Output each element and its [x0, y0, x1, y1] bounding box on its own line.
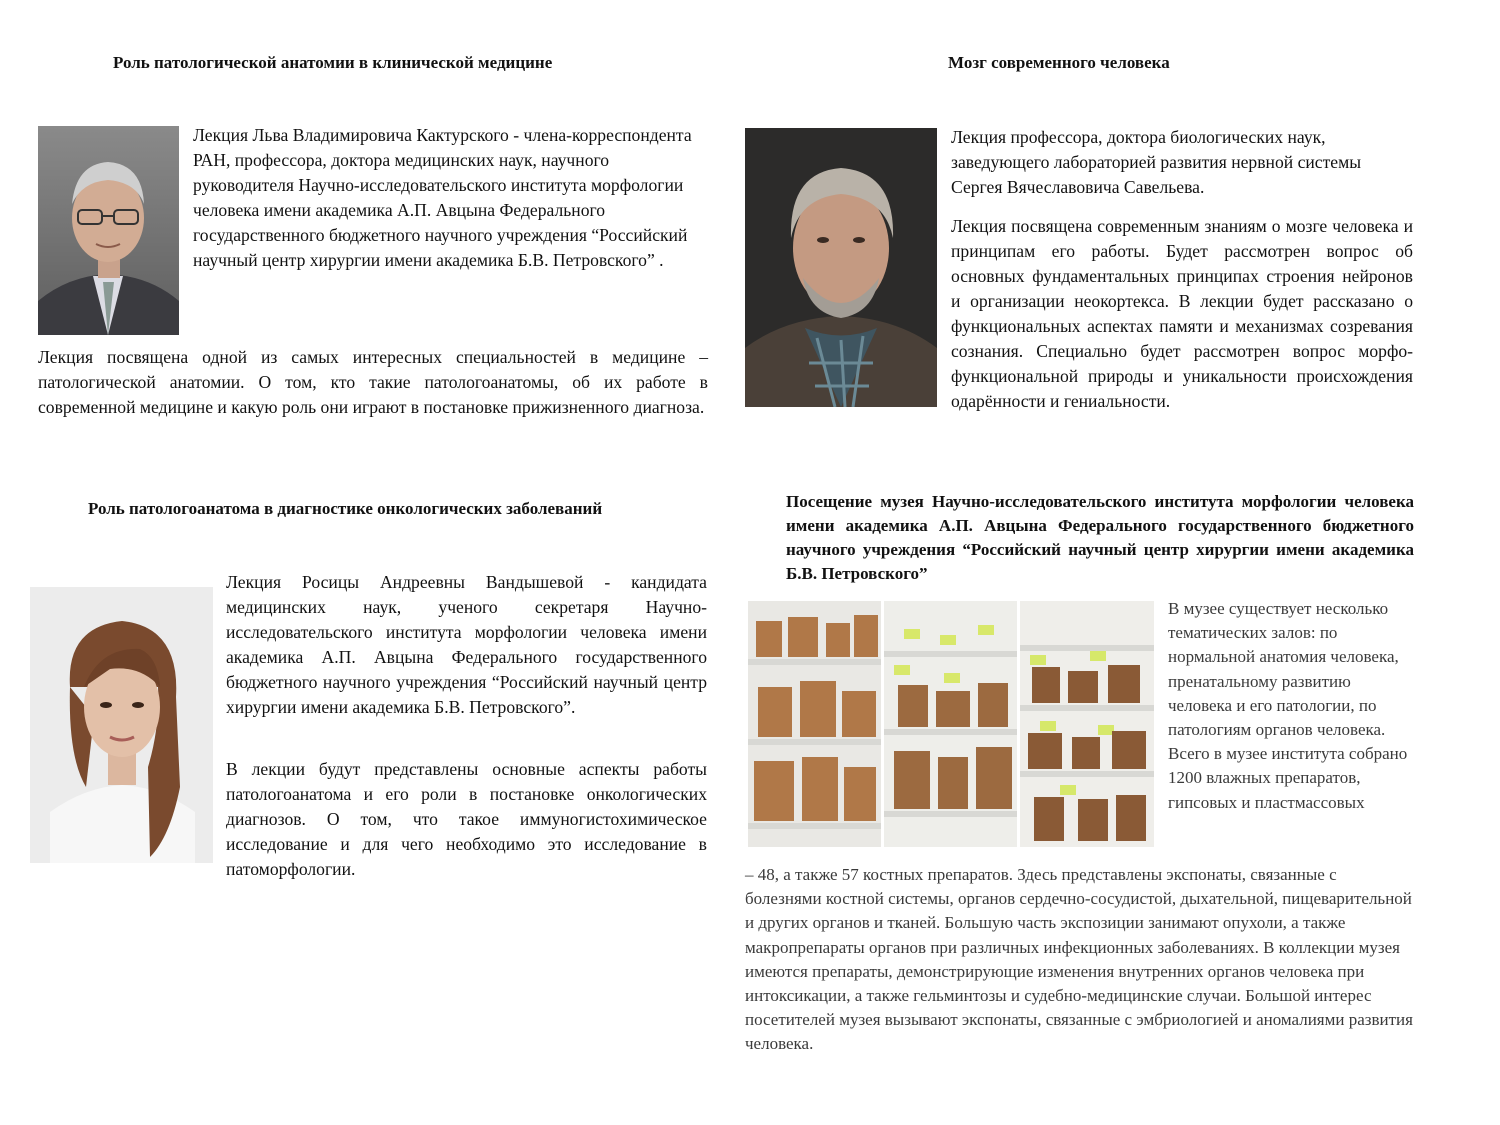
museum-text-side: В музее существует несколько тематических залов: по нормальной анатомия человека, пренатальному развитию человека и его патологии, по патологиям органов человека. Всего в музее института собрано 1200 влажных препаратов, гипсовых и пластмассовых [1168, 599, 1408, 812]
section-title-oncology: Роль патологоанатома в диагностике онкологических заболеваний [88, 499, 603, 518]
section-title-museum: Посещение музея Научно-исследовательского института морфологии человека имени академика А.П. Авцына Федерального государственного бюджетного научного учреждения “Российский научный центр хирургии имени академика Б.В. Петровского” [786, 492, 1414, 583]
section-title-modern-brain: Мозг современного человека [948, 53, 1170, 72]
section-title-pathology-clinical: Роль патологической анатомии в клинической медицине [113, 53, 553, 72]
portrait-vandysheva [30, 587, 213, 863]
museum-photo-collage [748, 601, 1154, 847]
description-modern-brain: Лекция посвящена современным знаниям о мозге человека и принципам его работы. Будет рассмотрен вопрос об основных фундаментальных принципах строения нейронов и организации неокортекса. В лекции будет рассказано о функциональных аспектах памяти и механизмах созревания сознания. Специально будет рассмотрен вопрос морфо-функциональной природы и уникальности происхождения одарённости и гениальности. [951, 216, 1413, 411]
bio-vandysheva: Лекция Росицы Андреевны Вандышевой - кандидата медицинских наук, ученого секретаря Научно-исследовательского института морфологии человека имени академика А.П. Авцына Федерального государственного бюджетного научного учреждения “Российский научный центр хирургии имени академика Б.В. Петровского”. [226, 572, 707, 717]
bio-savelyev: Лекция профессора, доктора биологических наук, заведующего лабораторией развития нервной системы Сергея Вячеславовича Савельева. [951, 127, 1362, 197]
description-oncology: В лекции будут представлены основные аспекты работы патологоанатома и его роли в постановке онкологических диагнозов. О том, что такое иммуногистохимическое исследование и для чего необходимо это исследование в патоморфологии. [226, 759, 707, 879]
portrait-kakturskiy [38, 126, 179, 335]
portrait-savelyev [745, 128, 937, 407]
museum-text-below: – 48, а также 57 костных препаратов. Здесь представлены экспонаты, связанные с болезнями костной системы, органов сердечно-сосудистой, дыхательной, пищеварительной и других органов и тканей. Большую часть экспозиции занимают опухоли, а также макропрепараты органов при различных инфекционных заболеваниях. В коллекции музея имеются препараты, демонстрирующие изменения внутренних органов человека при интоксикации, а также гельминтозы и судебно-медицинские случаи. Большой интерес посетителей музея вызывают экспонаты, связанные с эмбриологией и аномалиями развития человека. [745, 865, 1413, 1054]
bio-kakturskiy: Лекция Льва Владимировича Кактурского - члена-корреспондента РАН, профессора, доктора медицинских наук, научного руководителя Научно-исследовательского института морфологии человека имени академика А.П. Авцына Федерального государственного бюджетного научного учреждения “Российский научный центр хирургии имени академика Б.В. Петровского” . [193, 125, 692, 270]
description-pathology-clinical: Лекция посвящена одной из самых интересных специальностей в медицине – патологической анатомии. О том, кто такие патологоанатомы, об их работе в современной медицине и какую роль они играют в постановке прижизненного диагноза. [38, 347, 708, 417]
